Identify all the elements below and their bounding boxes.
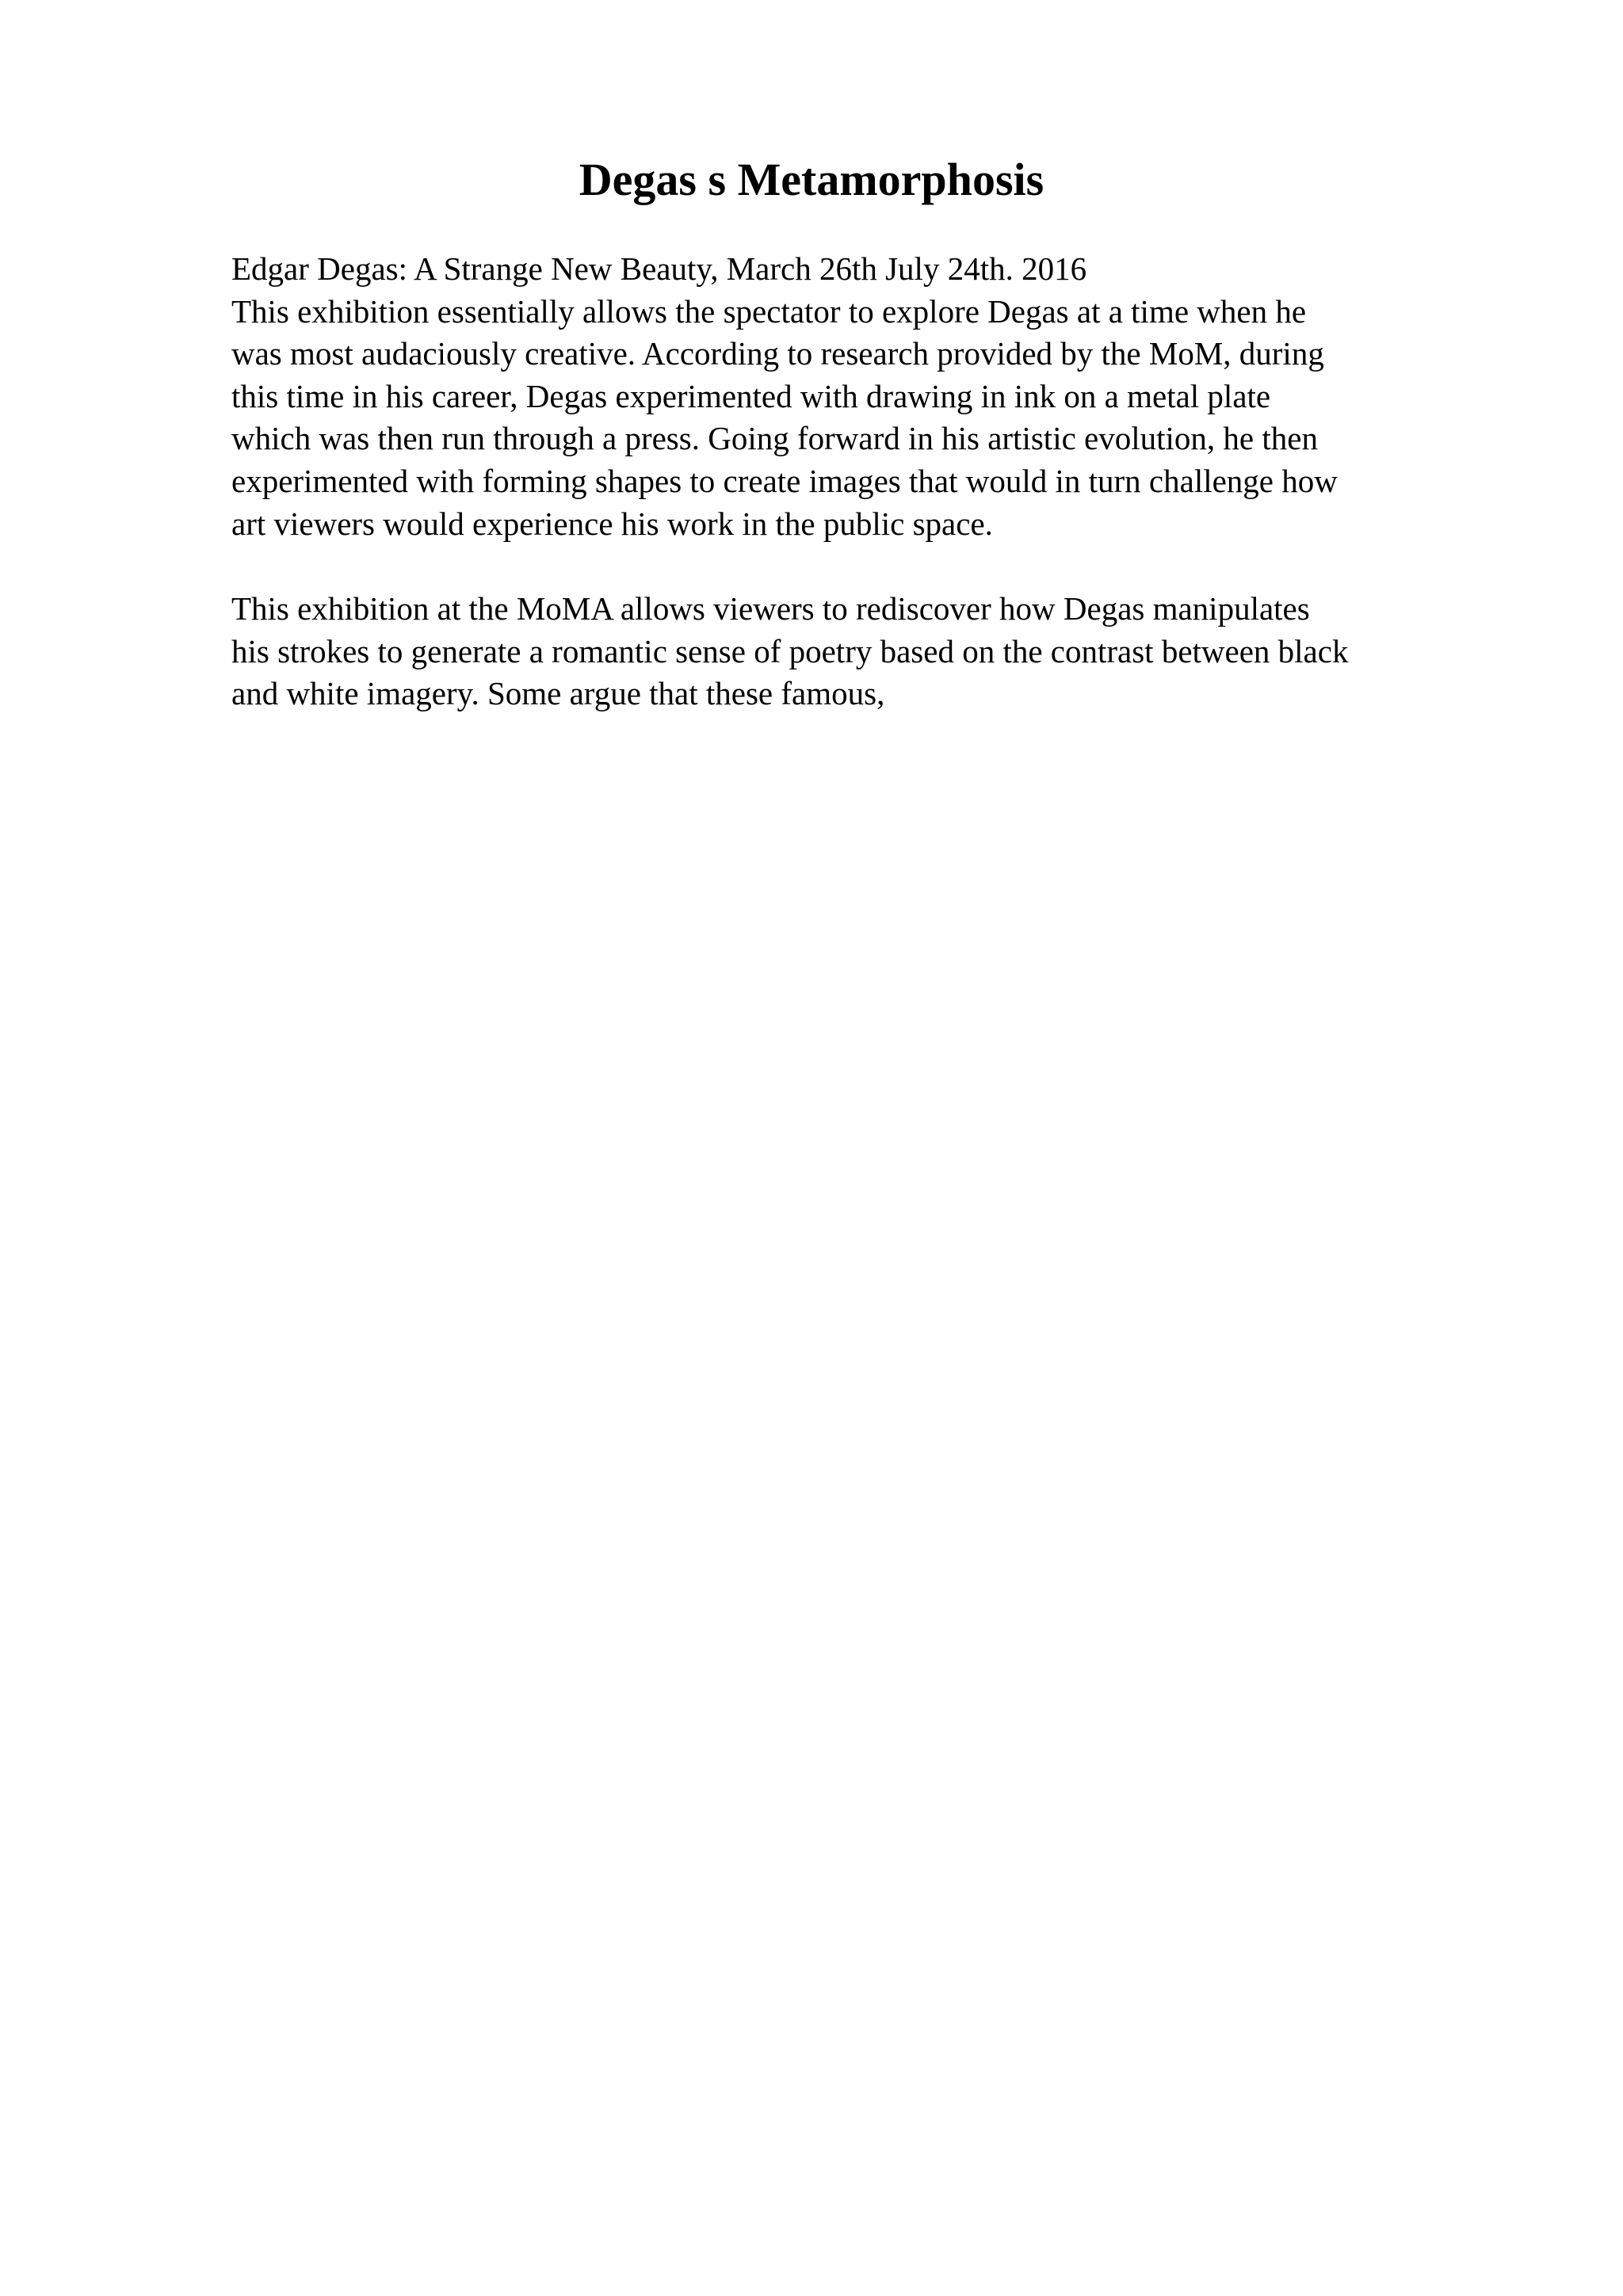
text-line: Edgar Degas: A Strange New Beauty, March 26th July 24th. 2016 (231, 250, 1087, 287)
text-line: his strokes to generate a romantic sense of poetry based on the contrast between black (231, 632, 1349, 669)
paragraph-2 (231, 588, 1515, 715)
text-line: which was then run through a press. Going forward in his artistic evolution, he then (231, 420, 1318, 457)
text-line: this time in his career, Degas experimented with drawing in ink on a metal plate (231, 377, 1271, 414)
text-line: and white imagery. Some argue that these famous, (231, 675, 885, 712)
text-line: This exhibition at the MoMA allows viewers to rediscover how Degas manipulates (231, 590, 1310, 627)
document-title: Degas s Metamorphosis (579, 154, 1044, 205)
paragraph-1 (231, 248, 1515, 545)
text-line: art viewers would experience his work in the public space. (231, 505, 993, 542)
text-line: experimented with forming shapes to create images that would in turn challenge how (231, 462, 1338, 499)
text-line: This exhibition essentially allows the spectator to explore Degas at a time when he (231, 292, 1307, 330)
text-line: was most audaciously creative. According to research provided by the MoM, during (231, 335, 1324, 372)
